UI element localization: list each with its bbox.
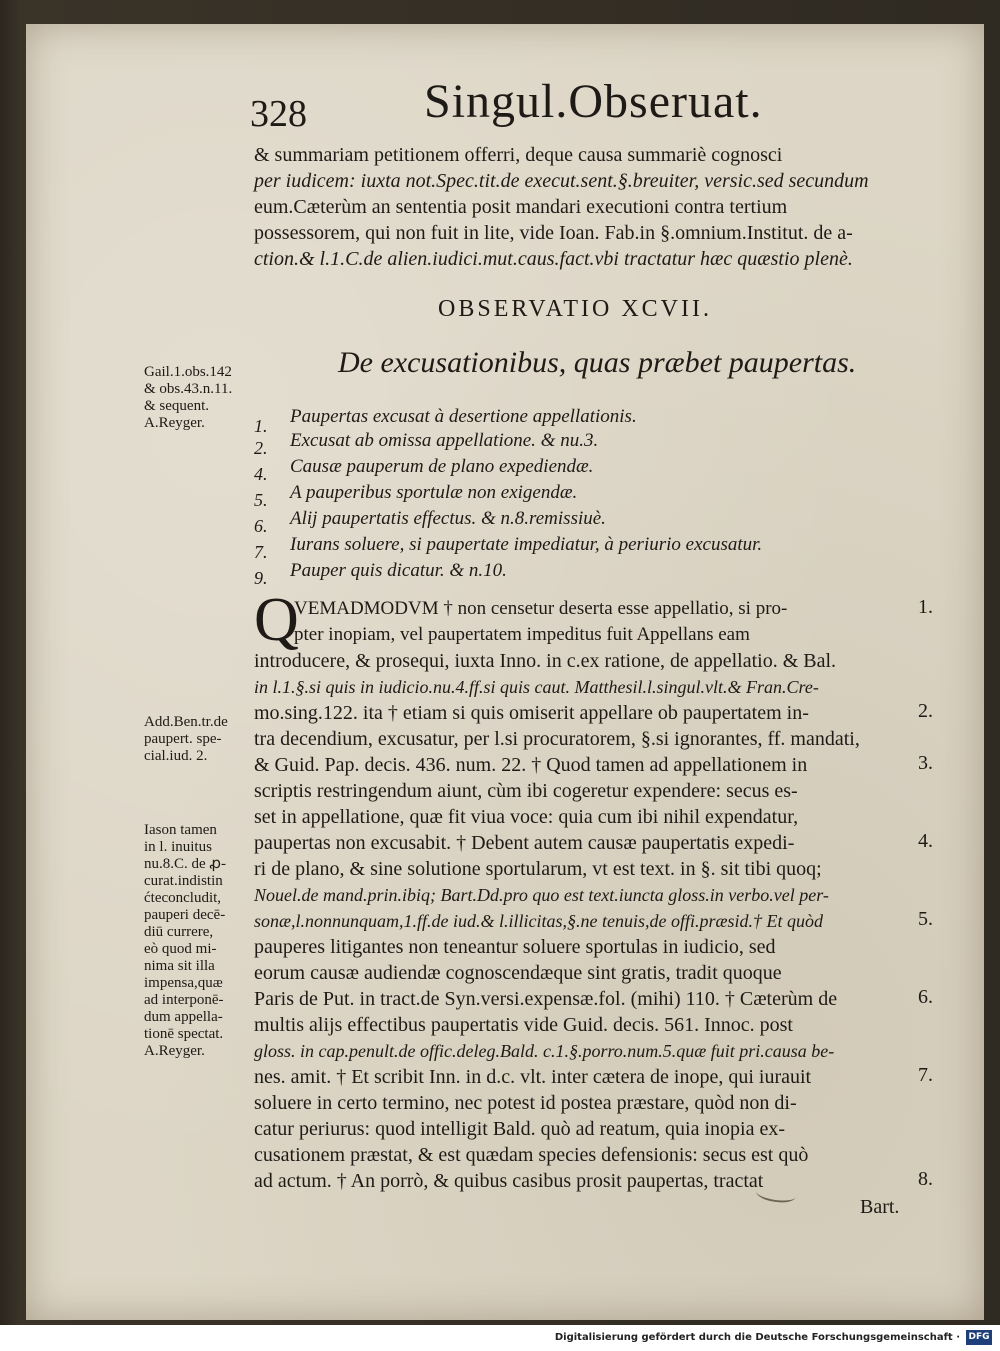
text-line: paupertas non excusabit. † Debent autem causæ paupertatis expedi- [254,832,795,854]
margin-note-line: Add.Ben.tr.de [144,714,228,730]
summary-number: 1. [254,416,268,436]
text-line: ri de plano, & sine solutione sportularum, vt est text. in §. sit tibi quoq; [254,858,822,880]
catchword: Bart. [860,1196,900,1218]
text-line: per iudicem: iuxta not.Spec.tit.de execut.sent.§.breuiter, versic.sed secundum [254,170,869,192]
text-line: sonæ,l.nonnunquam,1.ff.de iud.& l.illicitas,§.ne tenuis,de offi.præsid.† Et quòd [254,911,823,931]
page-number: 328 [250,93,307,135]
text-line: Nouel.de mand.prin.ibiq; Bart.Dd.pro quo est text.iuncta gloss.in verbo.vel per- [254,885,829,905]
text-line: nes. amit. † Et scribit Inn. in d.c. vlt. inter cætera de inope, qui iurauit [254,1066,812,1088]
margin-note-line: dum appella- [144,1009,223,1025]
margin-number: 5. [918,908,933,930]
text-line: set in appellatione, quæ fit viua voce: quia cum ibi nihil expendatur, [254,806,799,828]
text-line: soluere in certo termino, nec potest id postea præstare, quòd non di- [254,1092,797,1114]
margin-note [144,364,232,432]
drop-cap: Q [254,586,299,654]
summary-item: Alij paupertatis effectus. & n.8.remissiuè. [290,508,606,529]
summary-number: 9. [254,568,268,588]
text-line: & Guid. Pap. decis. 436. num. 22. † Quod tamen ad appellationem in [254,754,808,776]
margin-note-line: A.Reyger. [144,415,205,431]
summary-item: Pauper quis dicatur. & n.10. [290,560,507,581]
summary-item: Iurans soluere, si paupertate impediatur, à periurio excusatur. [290,534,763,555]
margin-number: 4. [918,830,933,852]
margin-note-line: eò quod mi- [144,941,217,957]
digitization-footer [0,1325,1000,1351]
text-line: Paris de Put. in tract.de Syn.versi.expensæ.fol. (mihi) 110. † Cæterùm de [254,988,838,1010]
margin-number: 2. [918,700,933,722]
summary-number: 6. [254,516,268,536]
margin-number: 1. [918,596,933,618]
observatio-heading: OBSERVATIO XCVII. [438,296,712,322]
dfg-logo: DFG [966,1330,992,1345]
summary-number: 2. [254,438,268,458]
text-line: ad actum. † An porrò, & quibus casibus prosit paupertas, tractat [254,1170,764,1192]
text-line: eum.Cæterùm an sententia posit mandari executioni contra tertium [254,196,788,218]
margin-note-line: diū currere, [144,924,214,940]
margin-note-line: curat.indistin [144,873,223,889]
margin-note-line: cial.iud. 2. [144,748,208,764]
text-line: cusationem præstat, & est quædam species defensionis: secus est quò [254,1144,809,1166]
text-line: gloss. in cap.penult.de offic.deleg.Bald. c.1.§.porro.num.5.quæ fuit pri.causa be- [254,1041,835,1061]
margin-note-line: nima sit illa [144,958,215,974]
text-line: in l.1.§.si quis in iudicio.nu.4.ff.si quis caut. Matthesil.l.singul.vlt.& Fran.Cre- [254,677,819,697]
margin-note-line: & sequent. [144,398,209,414]
margin-note-line: ćteconcludit, [144,890,222,906]
summary-number: 5. [254,490,268,510]
margin-note-line: Iason tamen [144,822,217,838]
running-title: Singul.Obseruat. [424,75,763,128]
margin-note-line: nu.8.C. de ꝓ- [144,856,227,872]
margin-note-line: impensa,quæ [144,975,223,991]
margin-note-line: Gail.1.obs.142 [144,364,232,380]
margin-note [144,822,226,1060]
summary-item: Paupertas excusat à desertione appellationis. [290,406,637,427]
summary-number: 4. [254,464,268,484]
summary-item: Excusat ab omissa appellatione. & nu.3. [290,430,599,451]
footer-credit: Digitalisierung gefördert durch die Deutsche Forschungsgemeinschaft · [554,1332,960,1343]
margin-note-line: pauperi decē- [144,907,226,923]
text-line: ction.& l.1.C.de alien.iudici.mut.caus.fact.vbi tractatur hæc quæstio plenè. [254,248,853,270]
summary-number: 7. [254,542,268,562]
observatio-title: De excusationibus, quas præbet paupertas. [338,346,857,379]
margin-note-line: in l. inuitus [144,839,212,855]
text-line: possessorem, qui non fuit in lite, vide Ioan. Fab.in §.omnium.Institut. de a- [254,222,853,244]
margin-note-line: A.Reyger. [144,1043,205,1059]
margin-number: 8. [918,1168,933,1190]
text-line: pter inopiam, vel paupertatem impeditus fuit Appellans eam [294,624,750,645]
margin-number: 7. [918,1064,933,1086]
margin-note [144,714,228,765]
book-page [26,24,984,1320]
text-line: multis alijs effectibus paupertatis vide Guid. decis. 561. Innoc. post [254,1014,793,1036]
text-line: introducere, & prosequi, iuxta Inno. in c.ex ratione, de appellatio. & Bal. [254,650,837,672]
margin-number: 3. [918,752,933,774]
margin-note-line: tionē spectat. [144,1026,224,1042]
text-line: catur periurus: quod intelligit Bald. quò ad reatum, quia inopia ex- [254,1118,785,1140]
text-line: tra decendium, excusatur, per l.si procuratorem, §.si ignorantes, ff. mandati, [254,728,860,750]
text-line: pauperes litigantes non teneantur soluere sportulas in iudicio, sed [254,936,776,958]
text-line: mo.sing.122. ita † etiam si quis omiserit appellare ob paupertatem in- [254,702,809,724]
text-line: & summariam petitionem offerri, deque causa summariè cognosci [254,144,783,166]
summary-item: Causæ pauperum de plano expediendæ. [290,456,594,477]
margin-note-line: paupert. spe- [144,731,222,747]
text-line: eorum causæ audiendæ cognoscendæque sint gratis, tradit quoque [254,962,782,984]
margin-number: 6. [918,986,933,1008]
margin-note-line: & obs.43.n.11. [144,381,233,397]
summary-item: A pauperibus sportulæ non exigendæ. [290,482,578,503]
text-line: VEMADMODVM † non censetur deserta esse appellatio, si pro- [294,598,788,619]
text-line: scriptis restringendum aiunt, cùm ibi cogeretur expendere: secus es- [254,780,798,802]
ink-smudge [755,1183,797,1204]
margin-note-line: ad interponē- [144,992,224,1008]
